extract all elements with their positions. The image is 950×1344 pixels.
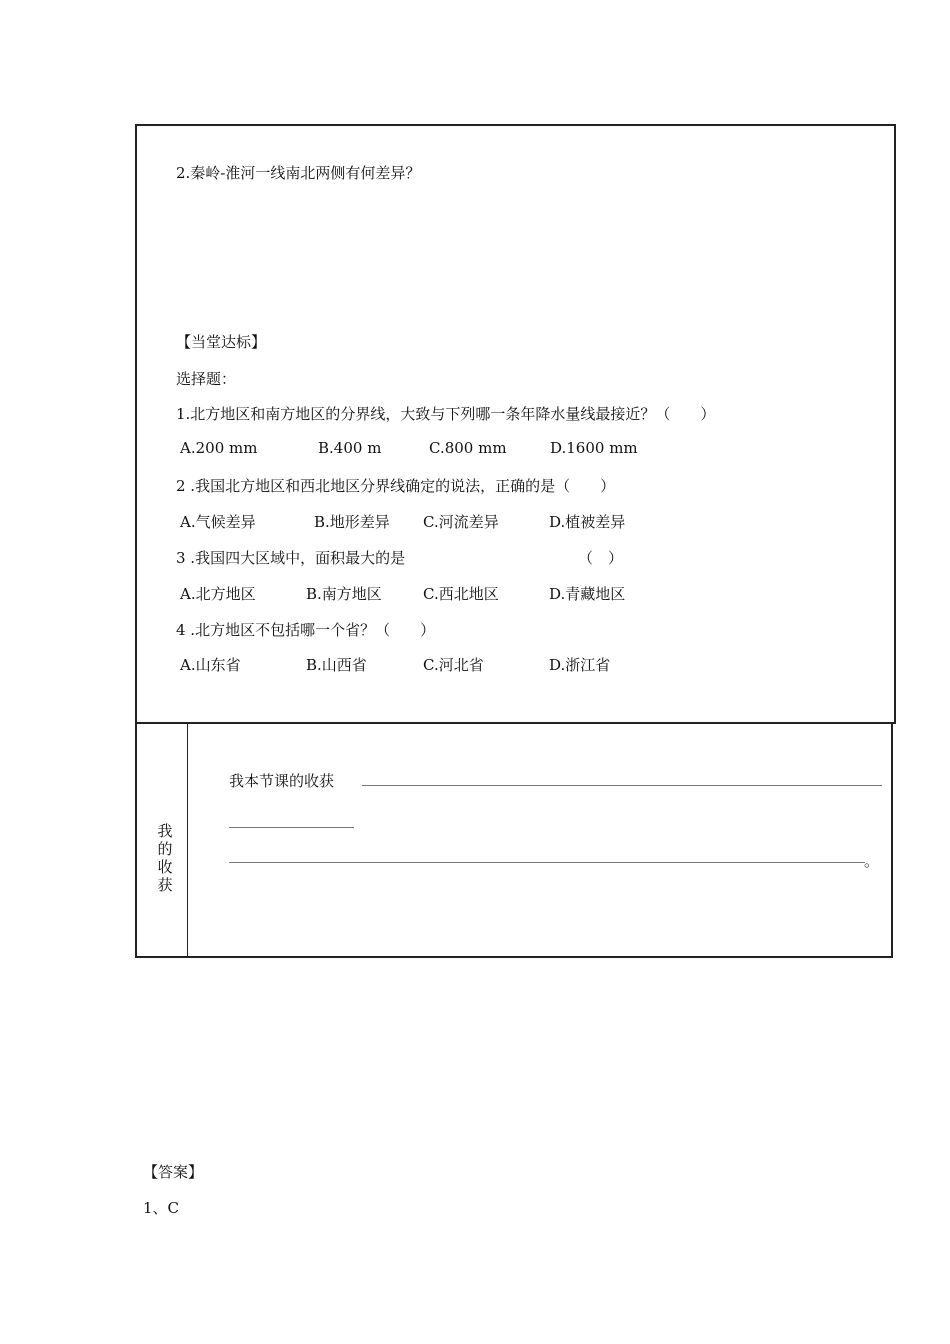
q4-option-b: B.山西省 — [306, 656, 367, 674]
q3-option-b: B.南方地区 — [306, 585, 382, 603]
q3-stem: 3 .我国四大区域中，面积最大的是 — [176, 549, 406, 567]
choice-heading: 选择题： — [176, 370, 237, 388]
q3-option-d: D.青藏地区 — [549, 585, 626, 603]
q2-option-b: B.地形差异 — [314, 513, 390, 531]
harvest-box — [135, 724, 893, 958]
q1-option-b: B.400 m — [318, 439, 382, 457]
harvest-answer-line-1[interactable] — [362, 785, 882, 786]
harvest-label-char: 获 — [157, 876, 173, 894]
answer-1: 1、C — [143, 1199, 180, 1217]
question-2-text: 2.秦岭-淮河一线南北两侧有何差异？ — [176, 164, 421, 182]
q4-option-d: D.浙江省 — [549, 656, 611, 674]
harvest-end-mark: 。 — [864, 852, 880, 870]
q3-option-c: C.西北地区 — [423, 585, 499, 603]
q1-option-a: A.200 mm — [180, 439, 258, 457]
q1-option-d: D.1600 mm — [550, 439, 638, 457]
harvest-prompt: 我本节课的收获 — [229, 772, 335, 790]
q3-option-a: A.北方地区 — [180, 585, 256, 603]
harvest-label-char: 收 — [157, 858, 173, 876]
q4-option-c: C.河北省 — [423, 656, 484, 674]
q3-answer-paren: （ ） — [578, 549, 624, 567]
q4-option-a: A.山东省 — [180, 656, 241, 674]
q2-option-c: C.河流差异 — [423, 513, 499, 531]
q2-option-a: A.气候差异 — [180, 513, 256, 531]
harvest-answer-line-3[interactable] — [229, 862, 865, 863]
section-title: 【当堂达标】 — [176, 333, 267, 351]
q2-stem: 2 .我国北方地区和西北地区分界线确定的说法，正确的是（ ） — [176, 477, 616, 495]
harvest-label-char: 的 — [157, 840, 173, 858]
answers-title: 【答案】 — [143, 1163, 204, 1181]
q1-option-c: C.800 mm — [429, 439, 507, 457]
harvest-divider — [187, 724, 188, 956]
harvest-side-label — [155, 822, 175, 894]
q4-stem: 4 .北方地区不包括哪一个省？（ ） — [176, 621, 436, 639]
q2-option-d: D.植被差异 — [549, 513, 626, 531]
q1-stem: 1.北方地区和南方地区的分界线，大致与下列哪一条年降水量线最接近？（ ） — [176, 405, 716, 423]
harvest-answer-line-2[interactable] — [229, 827, 354, 828]
harvest-label-char: 我 — [157, 822, 173, 840]
